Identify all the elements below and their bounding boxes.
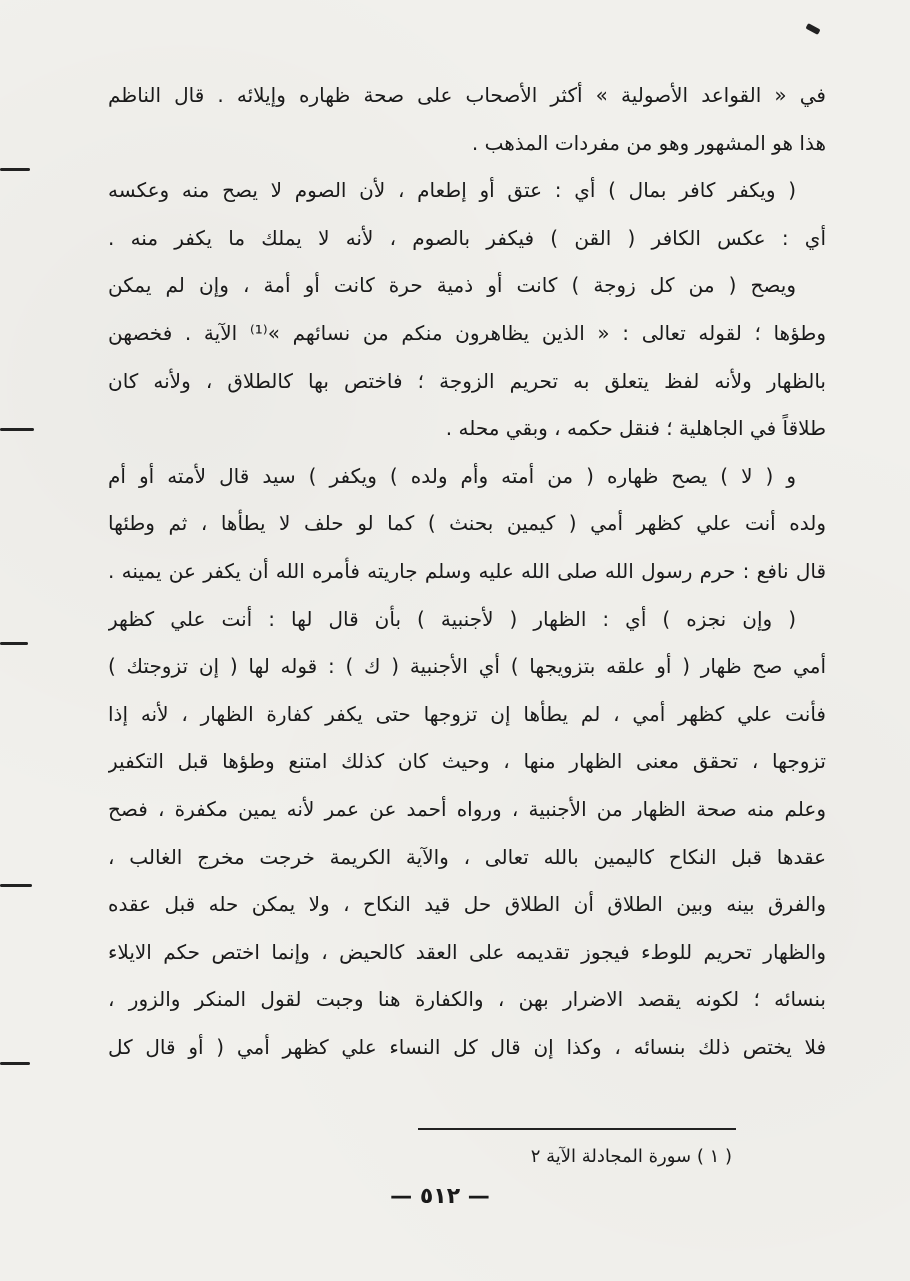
text-line: ( ويكفر كافر بمال ) أي : عتق أو إطعام ، لأن الصوم لا يصح منه وعكسه bbox=[108, 178, 796, 203]
text-line: وطؤها ؛ لقوله تعالى : « الذين يظاهرون منكم من نسائهم »⁽¹⁾ الآية . فخصهن bbox=[108, 320, 826, 345]
text-line: أمي صح ظهار ( أو علقه بتزويجها ) أي الأجنبية ( ك ) : قوله لها ( إن تزوجتك ) bbox=[108, 654, 826, 679]
text-line: والفرق بينه وبين الطلاق أن الطلاق حل قيد النكاح ، ولا يمكن حله قبل عقده bbox=[108, 892, 826, 917]
footnote: ( ١ ) سورة المجادلة الآية ٢ bbox=[530, 1146, 732, 1167]
text-line: فأنت علي كظهر أمي ، لم يطأها إن تزوجها حتى يكفر كفارة الظهار ، لأنه إذا bbox=[108, 701, 826, 726]
text-line: عقدها قبل النكاح كاليمين بالله تعالى ، والآية الكريمة خرجت مخرج الغالب ، bbox=[108, 844, 826, 869]
text-line: في « القواعد الأصولية » أكثر الأصحاب على صحة ظهاره وإيلائه . قال الناظم bbox=[108, 83, 826, 107]
text-line: و ( لا ) يصح ظهاره ( من أمته وأم ولده ) ويكفر ) سيد قال لأمته أو أم bbox=[108, 463, 796, 488]
text-line: والظهار تحريم للوطء فيجوز تقديمه على العقد كالحيض ، وإنما اختص حكم الايلاء bbox=[108, 939, 826, 964]
scan-margin-mark bbox=[0, 642, 28, 645]
text-line: فلا يختص ذلك بنسائه ، وكذا إن قال كل النساء علي كظهر أمي ( أو قال كل bbox=[108, 1034, 826, 1059]
text-line: تزوجها ، تحقق معنى الظهار منها ، وحيث كان كذلك امتنع وطؤها قبل التكفير bbox=[108, 749, 826, 774]
main-text bbox=[108, 72, 826, 1071]
text-line: طلاقاً في الجاهلية ؛ فنقل حكمه ، وبقي محله . bbox=[445, 416, 826, 441]
text-line: ( وإن نجزه ) أي : الظهار ( لأجنبية ) بأن قال لها : أنت علي كظهر bbox=[108, 606, 796, 631]
page-number: — ٥١٢ — bbox=[390, 1184, 490, 1209]
scan-margin-mark bbox=[0, 1062, 30, 1065]
text-line: بالظهار ولأنه لفظ يتعلق به تحريم الزوجة ؛ فاختص بها كالطلاق ، ولأنه كان bbox=[108, 368, 826, 393]
text-line: أي : عكس الكافر ( القن ) فيكفر بالصوم ، لأنه لا يملك ما يكفر منه . bbox=[108, 225, 826, 250]
text-line: وعلم منه صحة الظهار من الأجنبية ، ورواه أحمد عن عمر لأنه يمين مكفرة ، فصح bbox=[108, 796, 826, 821]
text-line: ويصح ( من كل زوجة ) كانت أو ذمية حرة كانت أو أمة ، وإن لم يمكن bbox=[108, 273, 796, 298]
scan-margin-mark bbox=[0, 884, 32, 887]
scan-margin-mark bbox=[0, 168, 30, 171]
text-line: قال نافع : حرم رسول الله صلى الله عليه وسلم جاريته فأمره الله أن يكفر عن يمينه . bbox=[108, 558, 826, 583]
text-line: ولده أنت علي كظهر أمي ( كيمين بحنث ) كما لو حلف لا يطأها ، ثم وطئها bbox=[108, 511, 826, 536]
footnote-divider bbox=[418, 1128, 736, 1130]
scan-corner-mark bbox=[805, 23, 820, 35]
scan-margin-mark bbox=[0, 428, 34, 431]
text-line: بنسائه ؛ لكونه يقصد الاضرار بهن ، والكفارة هنا وجبت لقول المنكر والزور ، bbox=[108, 987, 826, 1012]
text-line: هذا هو المشهور وهو من مفردات المذهب . bbox=[471, 130, 826, 155]
